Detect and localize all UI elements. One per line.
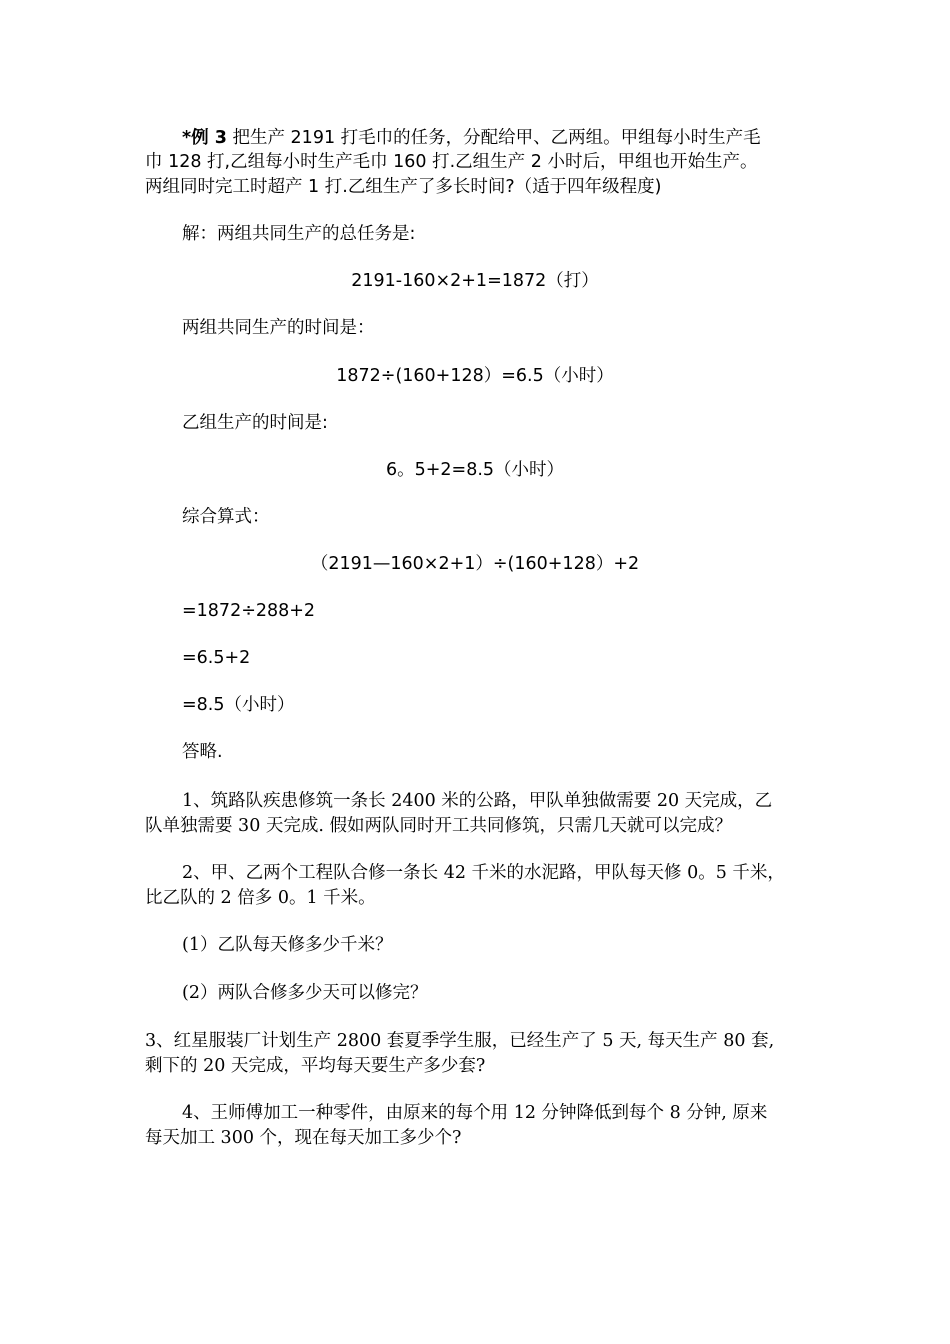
problem-2-line-2: 比乙队的 2 倍多 0。1 千米。 — [145, 888, 376, 908]
result-line-3: =8.5（小时） — [182, 695, 295, 715]
solution-step-3: 乙组生产的时间是: — [182, 413, 328, 433]
problem-3-line-2: 剩下的 20 天完成，平均每天要生产多少套? — [145, 1056, 486, 1076]
example-line-3: 两组同时完工时超产 1 打.乙组生产了多长时间?（适于四年级程度) — [145, 177, 662, 197]
problem-2-line-1: 2、甲、乙两个工程队合修一条长 42 千米的水泥路，甲队每天修 0。5 千米， — [182, 863, 785, 883]
problem-1-line-2: 队单独需要 30 天完成. 假如两队同时开工共同修筑，只需几天就可以完成？ — [145, 816, 733, 836]
problem-4-line-2: 每天加工 300 个，现在每天加工多少个? — [145, 1128, 462, 1148]
equation-2: 1872÷(160+128）=6.5（小时） — [336, 366, 614, 386]
solution-intro: 解：两组共同生产的总任务是: — [182, 224, 416, 244]
problem-1-line-1: 1、筑路队疾患修筑一条长 2400 米的公路，甲队单独做需要 20 天完成，乙 — [182, 791, 773, 811]
problem-2-question-1: (1）乙队每天修多少千米？ — [182, 935, 393, 955]
result-line-2: =6.5+2 — [182, 648, 251, 668]
solution-step-2: 两组共同生产的时间是： — [182, 318, 375, 338]
example-line-2: 巾 128 打,乙组每小时生产毛巾 160 打.乙组生产 2 小时后，甲组也开始生产。 — [145, 152, 758, 172]
equation-3: 6。5+2=8.5（小时） — [385, 460, 565, 480]
example-line-1 — [182, 126, 761, 150]
problem-3-line-1: 3、红星服装厂计划生产 2800 套夏季学生服，已经生产了 5 天, 每天生产 80 套, — [145, 1031, 775, 1051]
equation-1: 2191-160×2+1=1872（打） — [351, 271, 599, 291]
example-label: *例 3 — [182, 128, 227, 148]
combined-label: 综合算式： — [182, 507, 270, 527]
example-text-1: 把生产 2191 打毛巾的任务，分配给甲、乙两组。甲组每小时生产毛 — [226, 128, 761, 148]
problem-4-line-1: 4、王师傅加工一种零件，由原来的每个用 12 分钟降低到每个 8 分钟, 原来 — [182, 1103, 768, 1123]
answer-note: 答略. — [182, 742, 223, 762]
problem-2-question-2: (2）两队合修多少天可以修完？ — [182, 983, 428, 1003]
result-line-1: =1872÷288+2 — [182, 601, 316, 621]
combined-equation: （2191—160×2+1）÷(160+128）+2 — [310, 554, 640, 574]
